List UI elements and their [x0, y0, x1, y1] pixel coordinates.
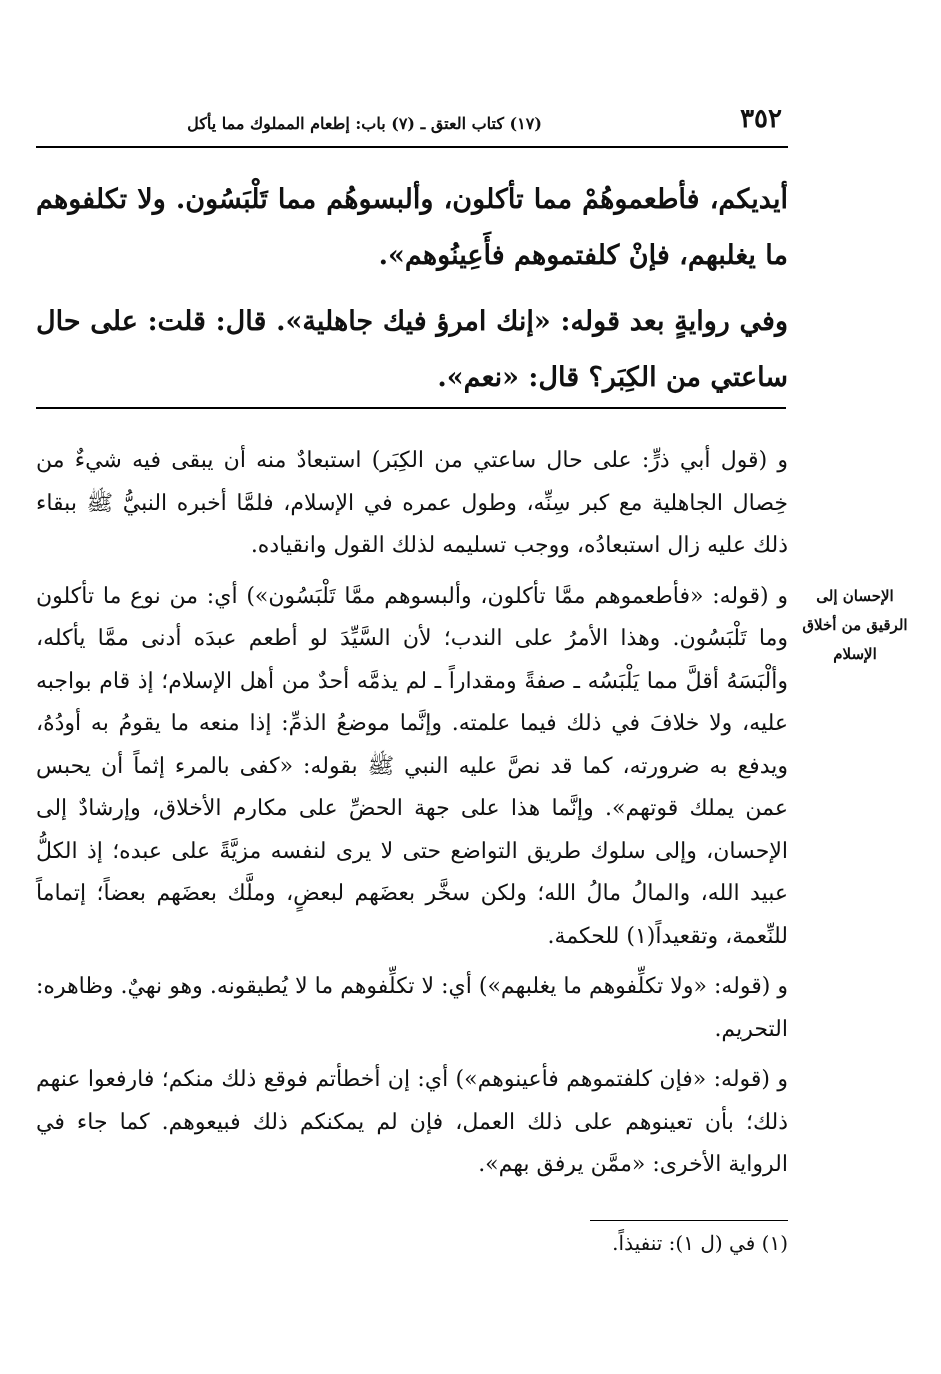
running-title: (١٧) كتاب العتق ـ (٧) باب: إطعام المملوك مما يأكل: [187, 114, 542, 133]
commentary-paragraph: و (قوله: «فإن كلفتموهم فأعينوهم») أي: إن أخطأتم فوقع ذلك منكم؛ فارفعوا عنهم ذلك؛ بأن تعينوهم على ذلك العمل، فإن لم يمكنكم ذلك فبيعوهم. كما جاء في الرواية الأخرى: «ممَّن يرفق بهم».: [36, 1067, 788, 1177]
header-divider: [36, 146, 788, 148]
footnote-divider: [590, 1220, 788, 1221]
page-header: [36, 104, 788, 144]
hadith-paragraph: أيديكم، فأطعموهُمْ مما تأكلون، وألبسوهُم مما تَلْبَسُون. ولا تكلفوهم ما يغلبهم، فإنْ كلفتموهم فأَعِينُوهم».: [36, 184, 788, 271]
text-commentary-divider: [36, 407, 786, 409]
commentary-paragraph: و (قول أبي ذرٍّ: على حال ساعتي من الكِبَر) استبعادٌ منه أن يبقى فيه شيءٌ من خِصال الجاهلية مع كبر سِنِّه، وطول عمره في الإسلام، فلمَّا أخبره النبيُّ ﷺ ببقاء ذلك عليه زال استبعادُه، ووجب تسليمه لذلك القول وانقياده.: [36, 448, 788, 558]
hadith-text: [36, 172, 788, 416]
commentary-paragraph: و (قوله: «فأطعموهم ممَّا تأكلون، وألبسوهم ممَّا تَلْبَسُون») أي: من نوع ما تأكلون وما تَلْبَسُون. وهذا الأمرُ على الندب؛ لأن السَّيِّدَ لو أطعم عبدَه أدنى ممَّا يأكله، وألْبَسَهُ أقلَّ مما يَلْبَسُه ـ صفةً ومقداراً ـ لم يذمَّه أحدٌ من أهل الإسلام؛ إذ قام بواجبه عليه، ولا خلافَ في ذلك فيما علمته. وإنَّما موضعُ الذمِّ: إذا منعه ما يقومُ به أودُهُ، ويدفع به ضرورته، كما قد نصَّ عليه النبي ﷺ بقوله: «كفى بالمرء إثماً أن يحبس عمن يملك قوتهم». وإنَّما هذا على جهة الحضِّ على مكارم الأخلاق، وإرشادٌ إلى الإحسان، وإلى سلوك طريق التواضع حتى لا يرى لنفسه مزيَّةً على عبده؛ إذ الكلُّ عبيد الله، والمالُ مالُ الله؛ ولكن سخَّر بعضَهم لبعضٍ، وملَّك بعضَهم بعضاً؛ إتماماً للنِّعمة، وتقعيداً(١) للحكمة.: [36, 583, 788, 949]
hadith-paragraph: وفي روايةٍ بعد قوله: «إنك امرؤ فيك جاهلية». قال: قلت: على حال ساعتي من الكِبَر؟ قال: «نعم».: [36, 306, 788, 393]
margin-note: الإحسان إلى الرقيق من أخلاق الإسلام: [802, 587, 908, 663]
footnote: (١) في (ل ١): تنفيذاً.: [612, 1231, 788, 1255]
page-number: ٣٥٢: [740, 104, 782, 134]
commentary: [36, 440, 788, 1195]
commentary-paragraph: و (قوله: «ولا تكلِّفوهم ما يغلبهم») أي: لا تكلِّفوهم ما لا يُطيقونه. وهو نهيٌ. وظاهره: التحريم.: [36, 974, 788, 1042]
